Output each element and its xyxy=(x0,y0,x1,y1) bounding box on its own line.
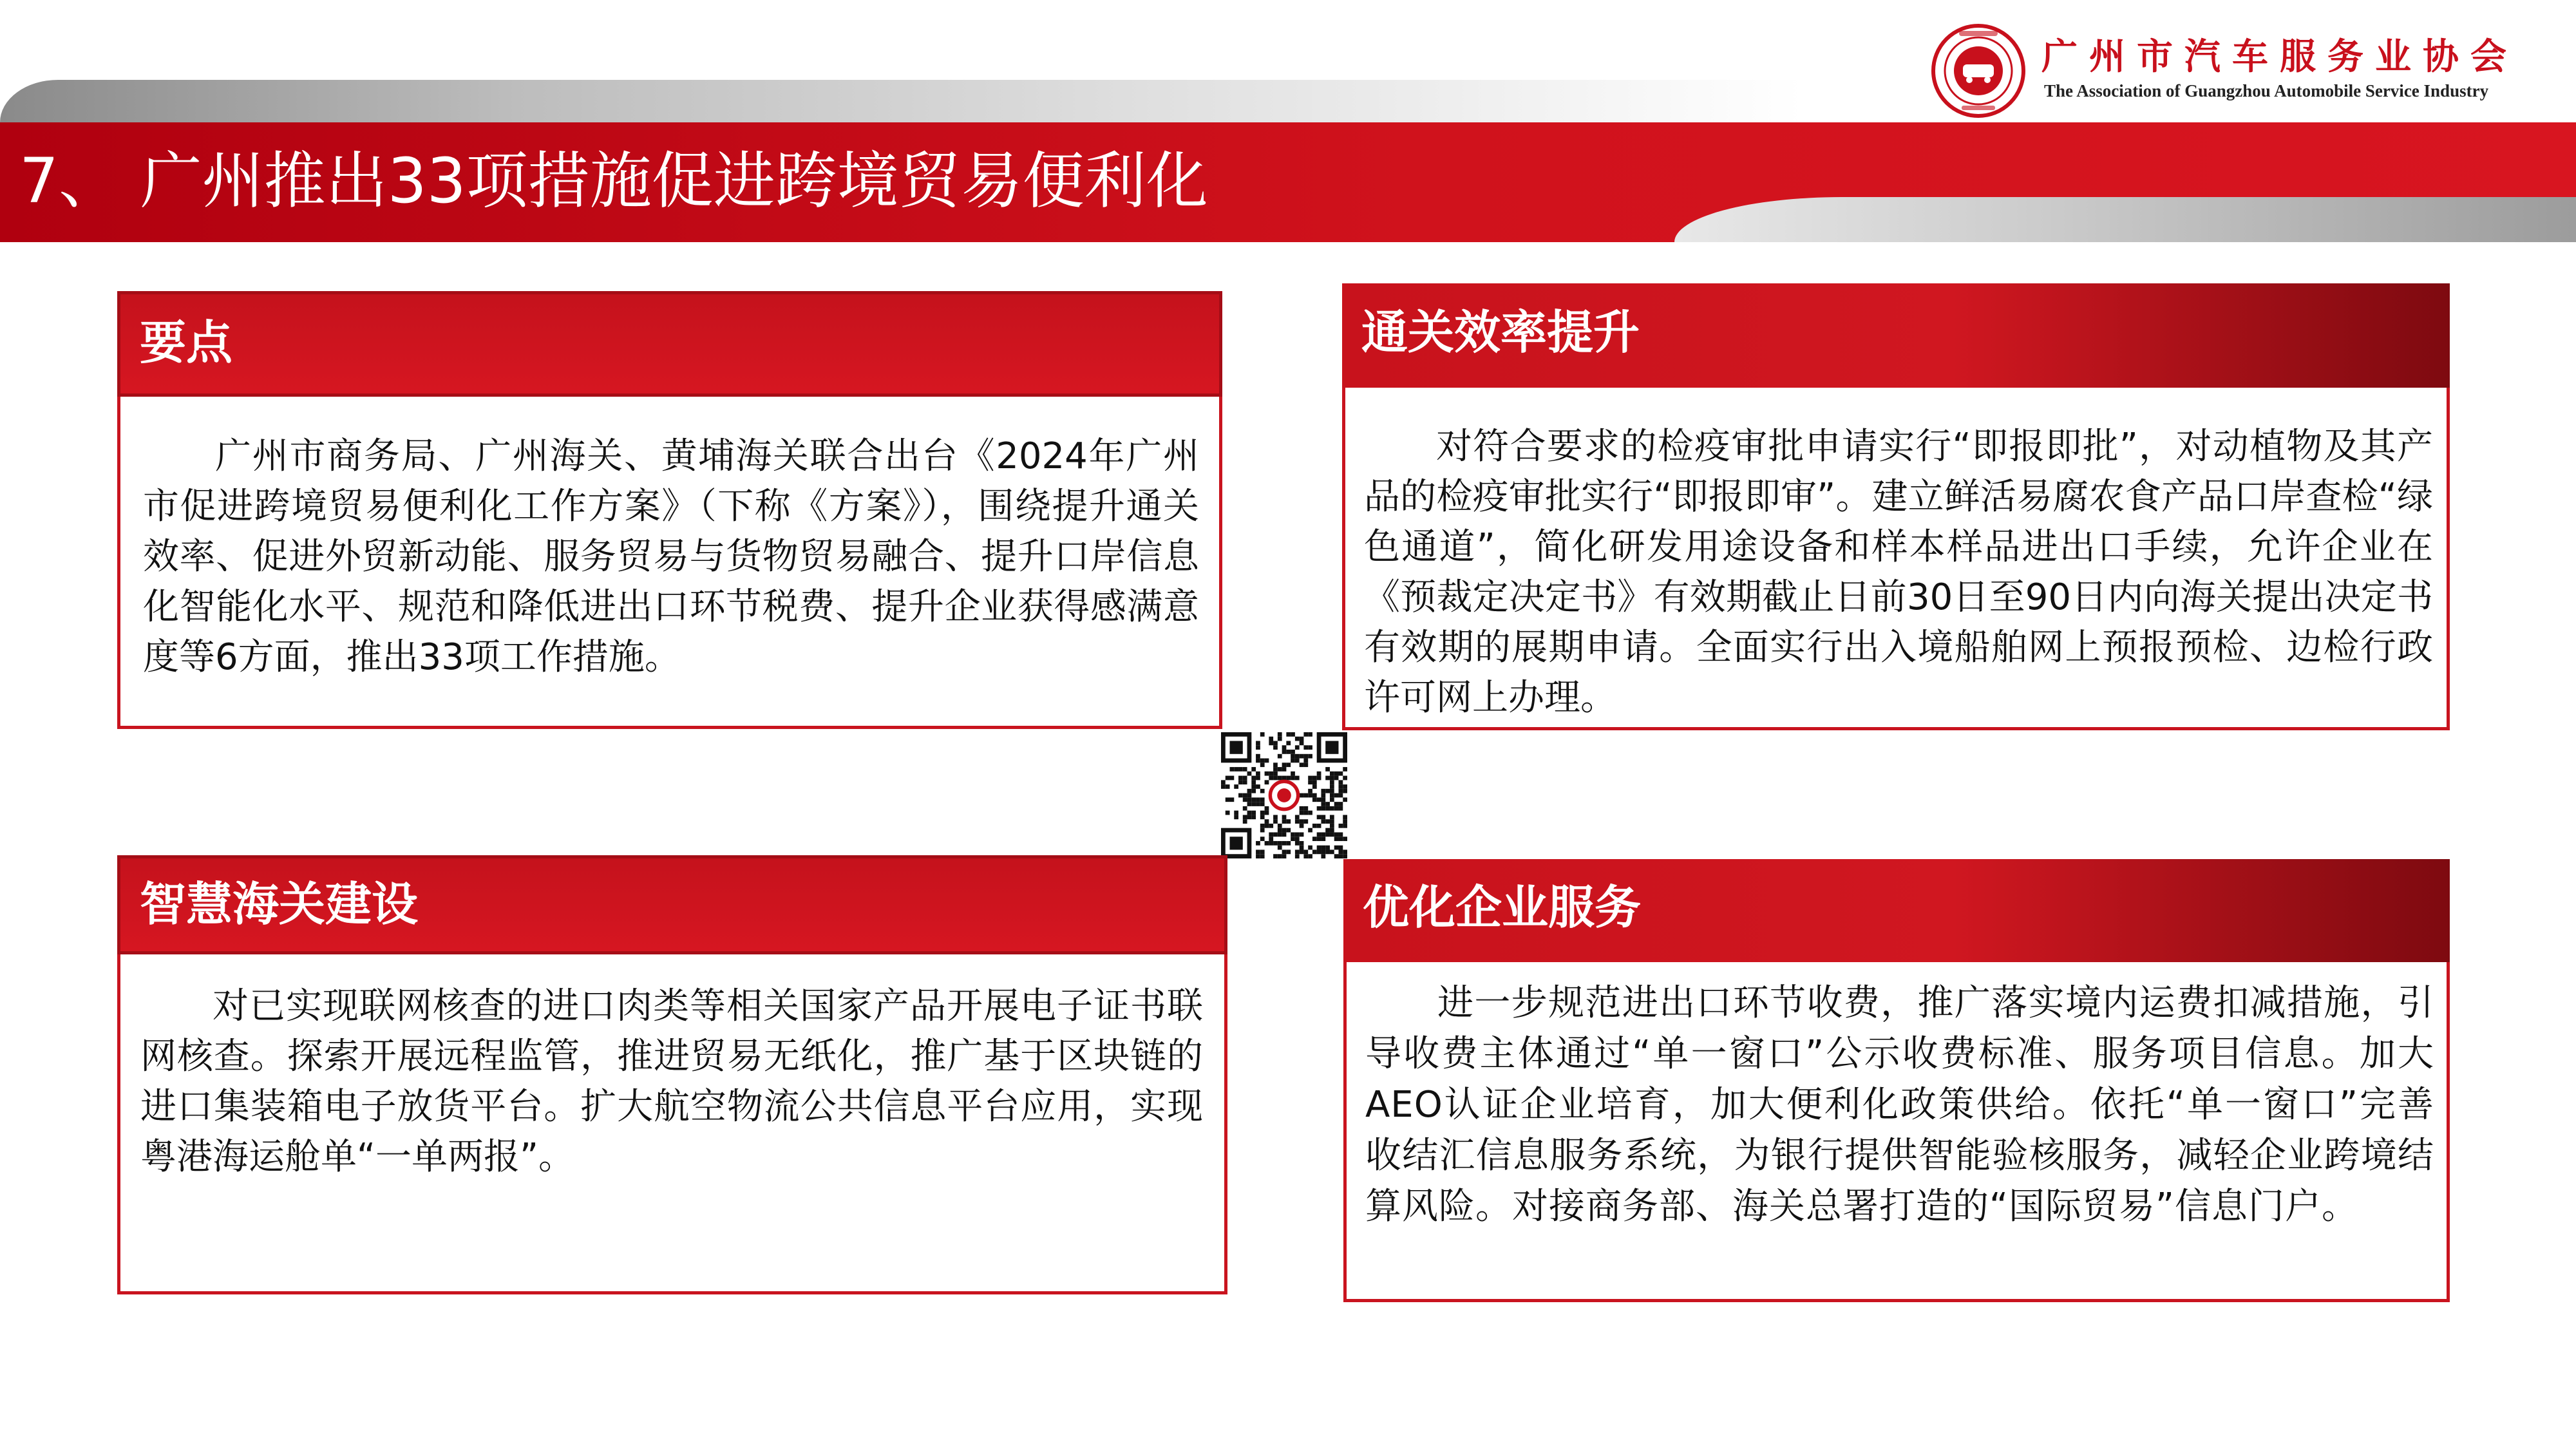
panel-customs-efficiency-text: 对符合要求的检疫审批申请实行“即报即批”，对动植物及其产品的检疫审批实行“即报即审”。建立鲜活易腐农食产品口岸查检“绿色通道”，简化研发用途设备和样本样品进出口手续，允许企业在《预裁定决定书》有效期截止日前30日至90日内向海关提出决定书有效期的展期申请。全面实行出入境船舶网上预报预检、边检行政许可网上办理。 xyxy=(1364,426,2433,719)
panel-key-points-header xyxy=(117,291,1222,397)
panel-enterprise-service-header xyxy=(1343,859,2450,962)
panel-smart-customs-title: 智慧海关建设 xyxy=(140,877,419,931)
panel-enterprise-service-text: 进一步规范进出口环节收费，推广落实境内运费扣减措施，引导收费主体通过“单一窗口”公示收费标准、服务项目信息。加大AEO认证企业培育，加大便利化政策供给。依托“单一窗口”完善收结汇信息服务系统，为银行提供智能验核服务，减轻企业跨境结算风险。对接商务部、海关总署打造的“国际贸易”信息门户。 xyxy=(1365,982,2434,1227)
panel-enterprise-service-title: 优化企业服务 xyxy=(1363,880,1642,934)
panel-key-points-title: 要点 xyxy=(140,316,233,370)
title-gray-curve xyxy=(1674,197,2576,242)
panel-customs-efficiency xyxy=(1342,283,2450,730)
panel-smart-customs xyxy=(117,855,1227,1294)
association-name-cn: 广州市汽车服务业协会 xyxy=(2041,35,2518,78)
panel-customs-efficiency-header xyxy=(1342,283,2450,388)
slide-title: 7、 广州推出33项措施促进跨境贸易便利化 xyxy=(19,145,1208,217)
panel-smart-customs-header xyxy=(117,855,1227,954)
panel-smart-customs-text: 对已实现联网核查的进口肉类等相关国家产品开展电子证书联网核查。探索开展远程监管，推进贸易无纸化，推广基于区块链的进口集装箱电子放货平台。扩大航空物流公共信息平台应用，实现粤港海运舱单“一单两报”。 xyxy=(140,985,1203,1178)
panel-enterprise-service xyxy=(1343,859,2450,1302)
panel-customs-efficiency-title: 通关效率提升 xyxy=(1361,305,1640,359)
association-seal-icon xyxy=(1931,23,2026,118)
panel-key-points xyxy=(117,291,1222,729)
qr-code-icon xyxy=(1221,732,1347,858)
association-name-en: The Association of Guangzhou Automobile Service Industry xyxy=(2044,81,2489,100)
panel-key-points-text: 广州市商务局、广州海关、黄埔海关联合出台《2024年广州市促进跨境贸易便利化工作方案》（下称《方案》），围绕提升通关效率、促进外贸新动能、服务贸易与货物贸易融合、提升口岸信息化智能化水平、规范和降低进出口环节税费、提升企业获得感满意度等6方面，推出33项工作措施。 xyxy=(143,435,1199,678)
association-logo xyxy=(1931,23,2576,107)
